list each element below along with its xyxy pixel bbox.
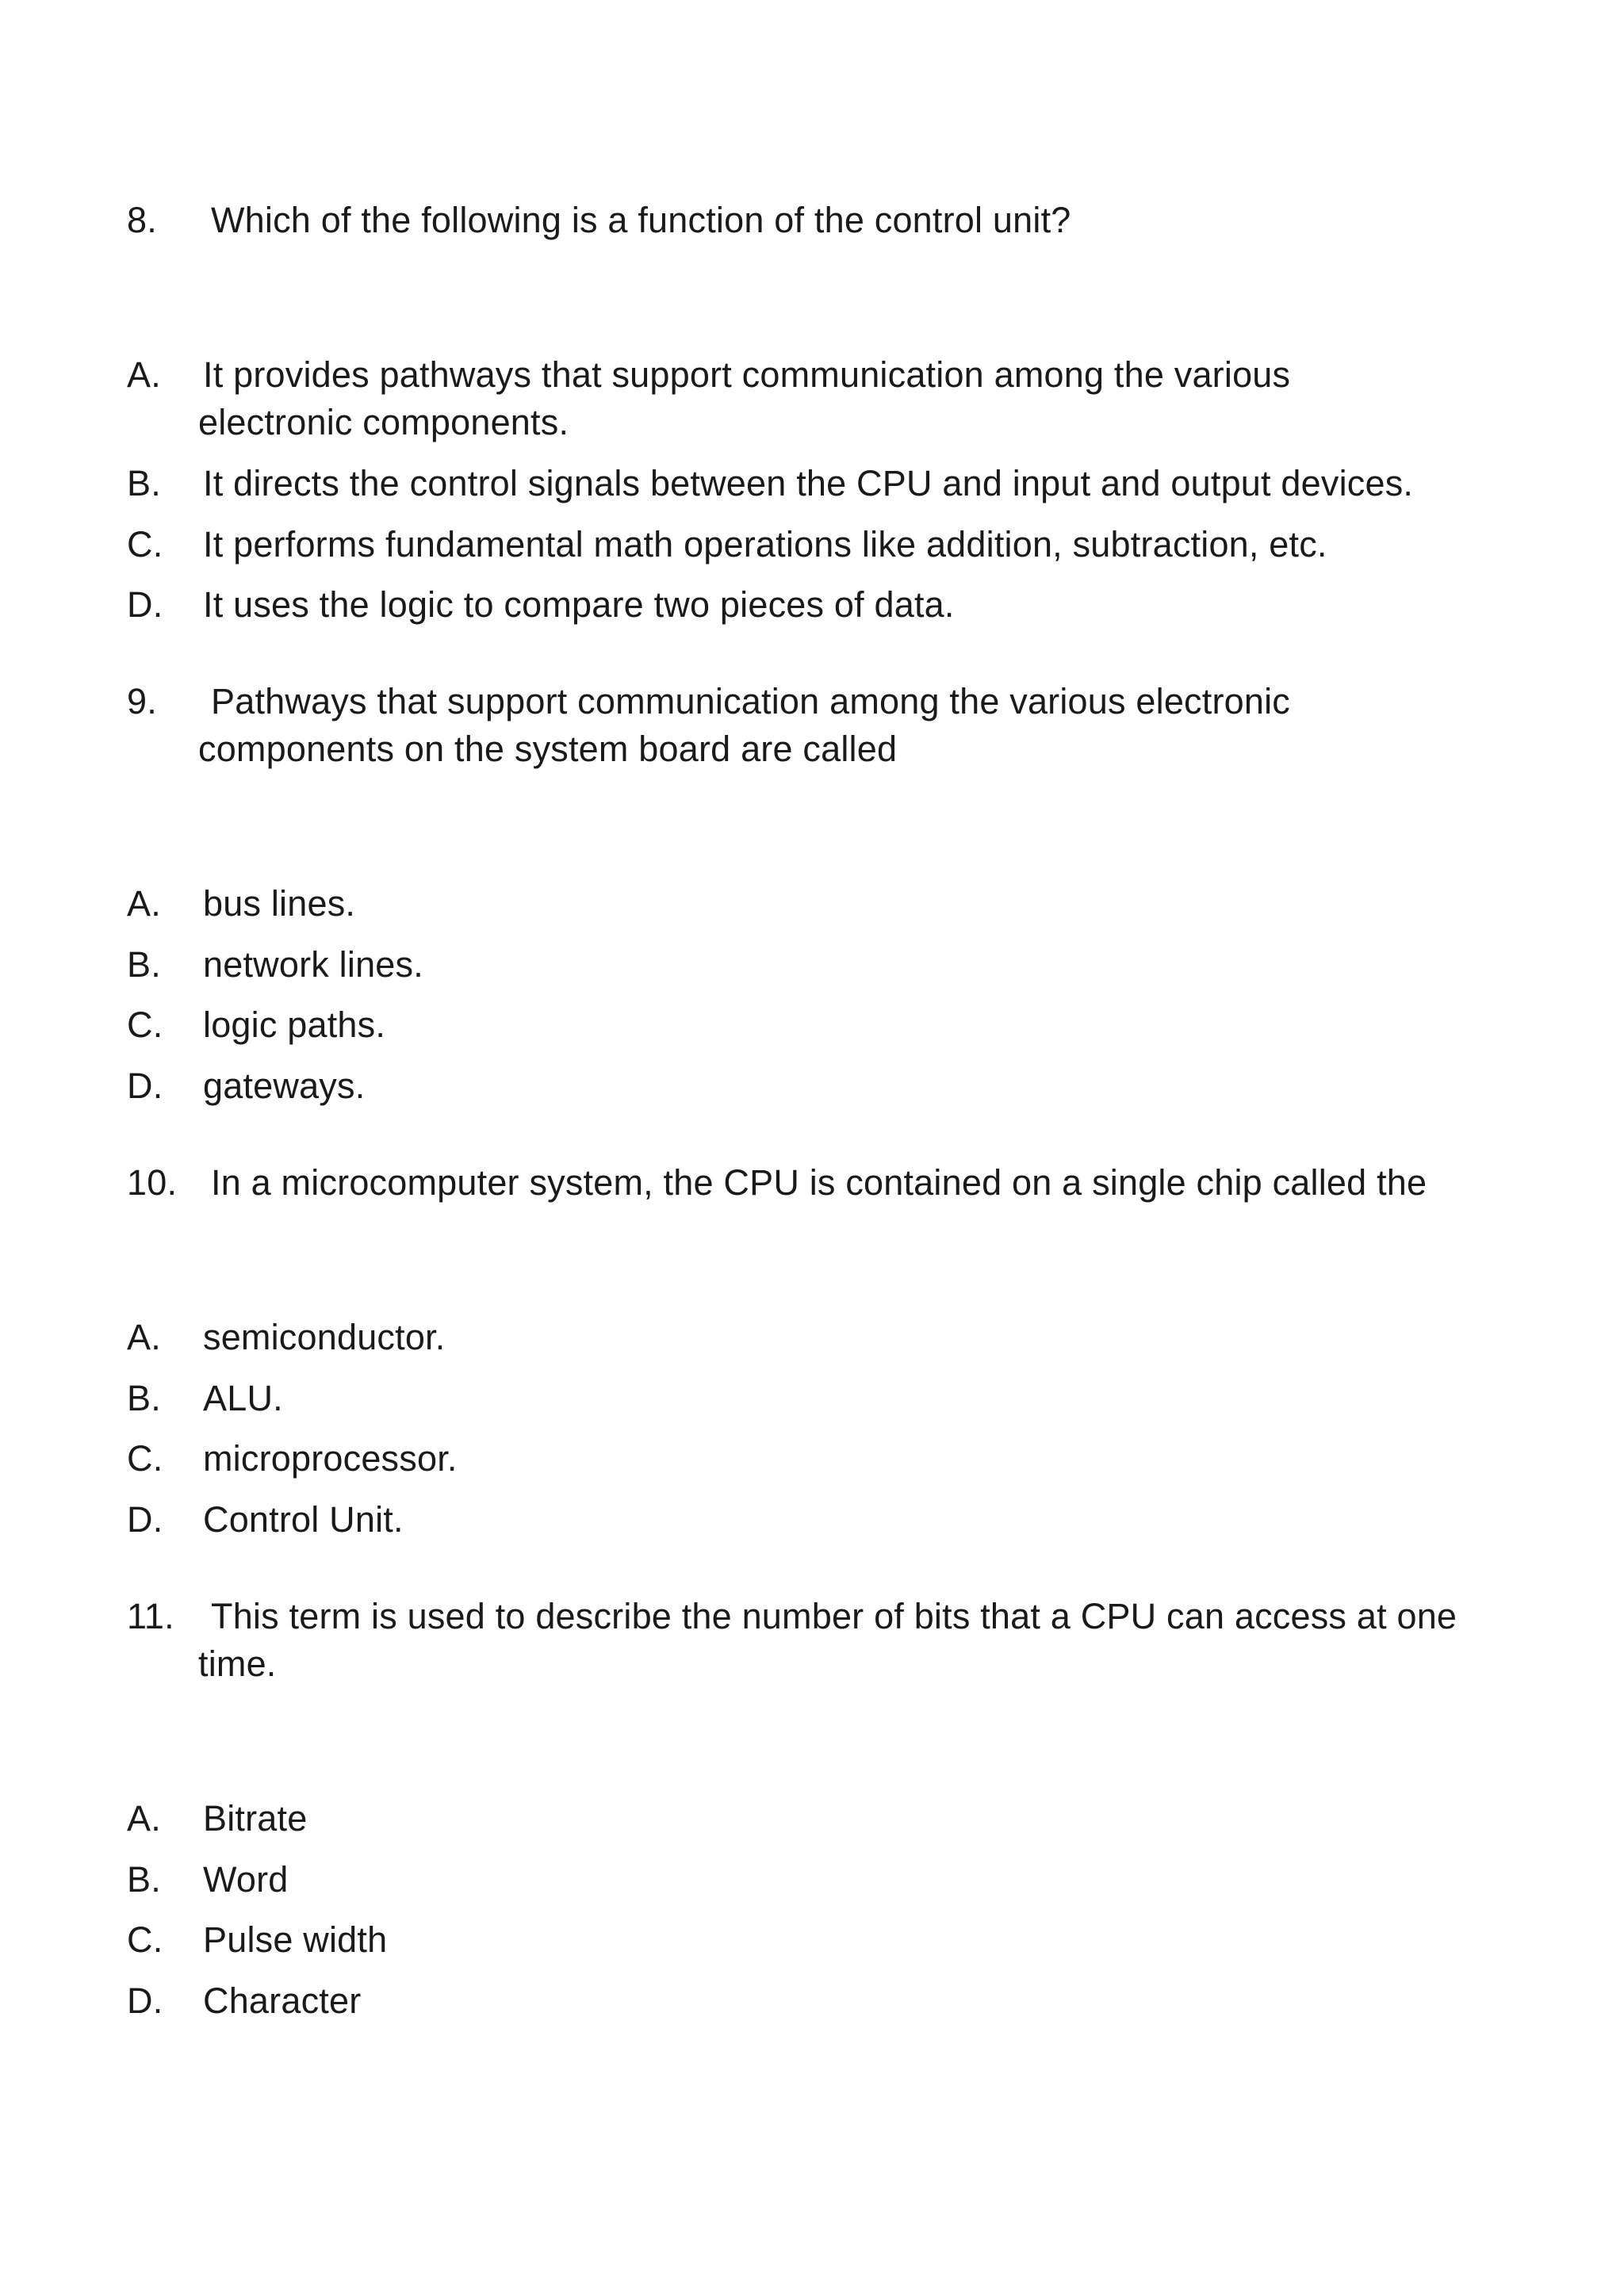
option-letter: D. [127,1499,163,1540]
option-letter: D. [127,584,163,625]
option-text: It uses the logic to compare two pieces of data. [203,584,955,625]
option-text: semiconductor. [203,1317,446,1357]
question-text: Which of the following is a function of the control unit? [211,200,1071,240]
question-number: 11. [127,1596,174,1636]
question-number: 8. [127,200,157,240]
option-letter: C. [127,1004,163,1045]
option-text: gateways. [203,1066,366,1106]
option-letter: B. [127,1859,161,1900]
option-text: Word [203,1859,289,1900]
option-letter: B. [127,1378,161,1418]
option-letter: C. [127,1919,163,1960]
option-text: ALU. [203,1378,283,1418]
option-text: network lines. [203,944,423,985]
option-letter: A. [127,883,161,924]
option-text: logic paths. [203,1004,386,1045]
option-text: It performs fundamental math operations like addition, subtraction, etc. [203,524,1327,564]
option-text: Character [203,1980,362,2021]
option-text: Pulse width [203,1919,388,1960]
option-letter: A. [127,1317,161,1357]
option-letter: C. [127,1438,163,1479]
question-text: Pathways that support communication among the various electronic [211,681,1290,721]
question-number: 10. [127,1162,178,1203]
option-letter: A. [127,1798,161,1839]
option-text: microprocessor. [203,1438,458,1479]
option-text: Bitrate [203,1798,308,1839]
option-letter: D. [127,1066,163,1106]
question-number: 9. [127,681,157,721]
option-text-continued: electronic components. [198,402,569,442]
option-letter: B. [127,944,161,985]
option-letter: A. [127,354,161,395]
option-letter: C. [127,524,163,564]
option-letter: B. [127,463,161,503]
option-text: Control Unit. [203,1499,404,1540]
question-text: This term is used to describe the number of bits that a CPU can access at one [211,1596,1457,1636]
option-letter: D. [127,1980,163,2021]
question-text-continued: time. [198,1644,277,1684]
question-text-continued: components on the system board are called [198,729,898,769]
question-text: In a microcomputer system, the CPU is contained on a single chip called the [211,1162,1427,1203]
option-text: It provides pathways that support communication among the various [203,354,1291,395]
option-text: It directs the control signals between the CPU and input and output devices. [203,463,1414,503]
option-text: bus lines. [203,883,356,924]
